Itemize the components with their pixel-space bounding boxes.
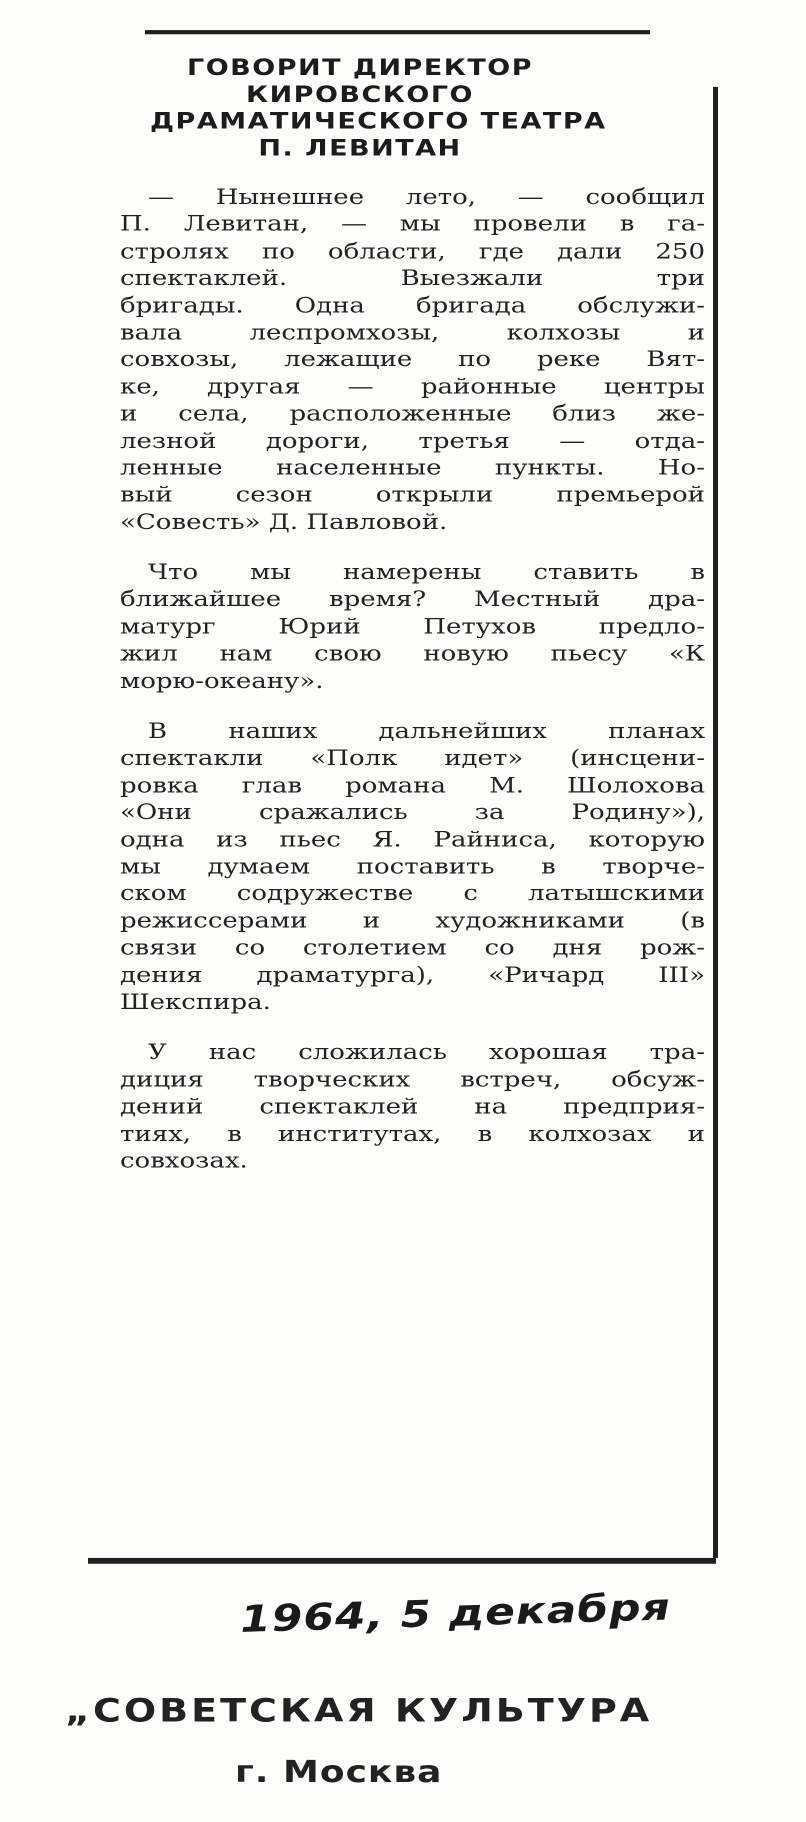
text-line: Что мы намерены ставить в <box>148 560 705 586</box>
text-line: У нас сложилась хорошая тра- <box>148 1040 705 1066</box>
text-line: режиссерами и художниками (в <box>120 908 705 934</box>
city-stamp: г. Москва <box>235 1755 443 1790</box>
text-line: стролях по области, где дали 250 <box>120 238 705 264</box>
text-line: одна из пьес Я. Райниса, которую <box>120 827 705 853</box>
text-line: вый сезон открыли премьерой <box>120 482 705 508</box>
text-line: дения драматурга), «Ричард III» <box>120 962 705 988</box>
text-line: ке, другая — районные центры <box>120 374 705 400</box>
paragraph-4 <box>120 1039 705 1174</box>
headline-line: КИРОВСКОГО <box>246 81 474 108</box>
text-line: связи со столетием со дня рож- <box>120 935 705 961</box>
text-line: морю-океану». <box>120 668 324 694</box>
text-line: диция творческих встреч, обсуж- <box>120 1067 705 1093</box>
text-line: спектакли «Полк идет» (инсцени- <box>120 745 705 771</box>
text-line: В наших дальнейших планах <box>148 718 705 744</box>
text-line: ском содружестве с латышскими <box>120 881 705 907</box>
text-line: жил нам свою новую пьесу «К <box>120 641 705 667</box>
handwritten-date: 1964, 5 декабря <box>239 1585 672 1642</box>
text-line: дений спектаклей на предприя- <box>120 1094 705 1120</box>
text-line: ближайшее время? Местный дра- <box>120 587 705 613</box>
headline-line: ДРАМАТИЧЕСКОГО ТЕАТРА <box>150 108 607 135</box>
text-line: совхозах. <box>120 1148 248 1174</box>
text-line: ленные населенные пункты. Но- <box>120 455 705 481</box>
bottom-rule <box>88 1558 716 1564</box>
text-line: мы думаем поставить в творче- <box>120 854 705 880</box>
text-line: спектаклей. Выезжали три <box>120 265 705 292</box>
headline-line: П. ЛЕВИТАН <box>258 135 462 162</box>
article-body <box>120 184 705 1198</box>
text-line: «Совесть» Д. Павловой. <box>120 509 448 535</box>
headline-line: ГОВОРИТ ДИРЕКТОР <box>187 55 533 82</box>
text-line: и села, расположенные близ же- <box>120 401 705 427</box>
text-line: вала леспромхозы, колхозы и <box>120 320 705 346</box>
article-headline <box>150 55 607 162</box>
text-line: матург Юрий Петухов предло- <box>120 614 705 640</box>
text-line: «Они сражались за Родину»), <box>120 800 705 826</box>
text-line: — Нынешнее лето, — сообщил <box>148 184 705 210</box>
text-line: бригады. Одна бригада обслужи- <box>120 293 705 319</box>
paragraph-3 <box>120 718 705 1016</box>
text-line: совхозы, лежащие по реке Вят- <box>120 347 705 373</box>
text-line: П. Левитан, — мы провели в га- <box>120 211 705 237</box>
text-line: тиях, в институтах, в колхозах и <box>120 1121 705 1147</box>
top-rule <box>145 30 650 34</box>
newspaper-stamp: „СОВЕТСКАЯ КУЛЬТУРА <box>65 1692 653 1730</box>
right-rule <box>713 87 718 1558</box>
text-line: Шекспира. <box>120 989 271 1015</box>
paragraph-1 <box>120 184 705 536</box>
text-line: лезной дороги, третья — отда- <box>120 428 705 454</box>
text-line: ровка глав романа М. Шолохова <box>120 772 705 799</box>
paragraph-2 <box>120 559 705 694</box>
